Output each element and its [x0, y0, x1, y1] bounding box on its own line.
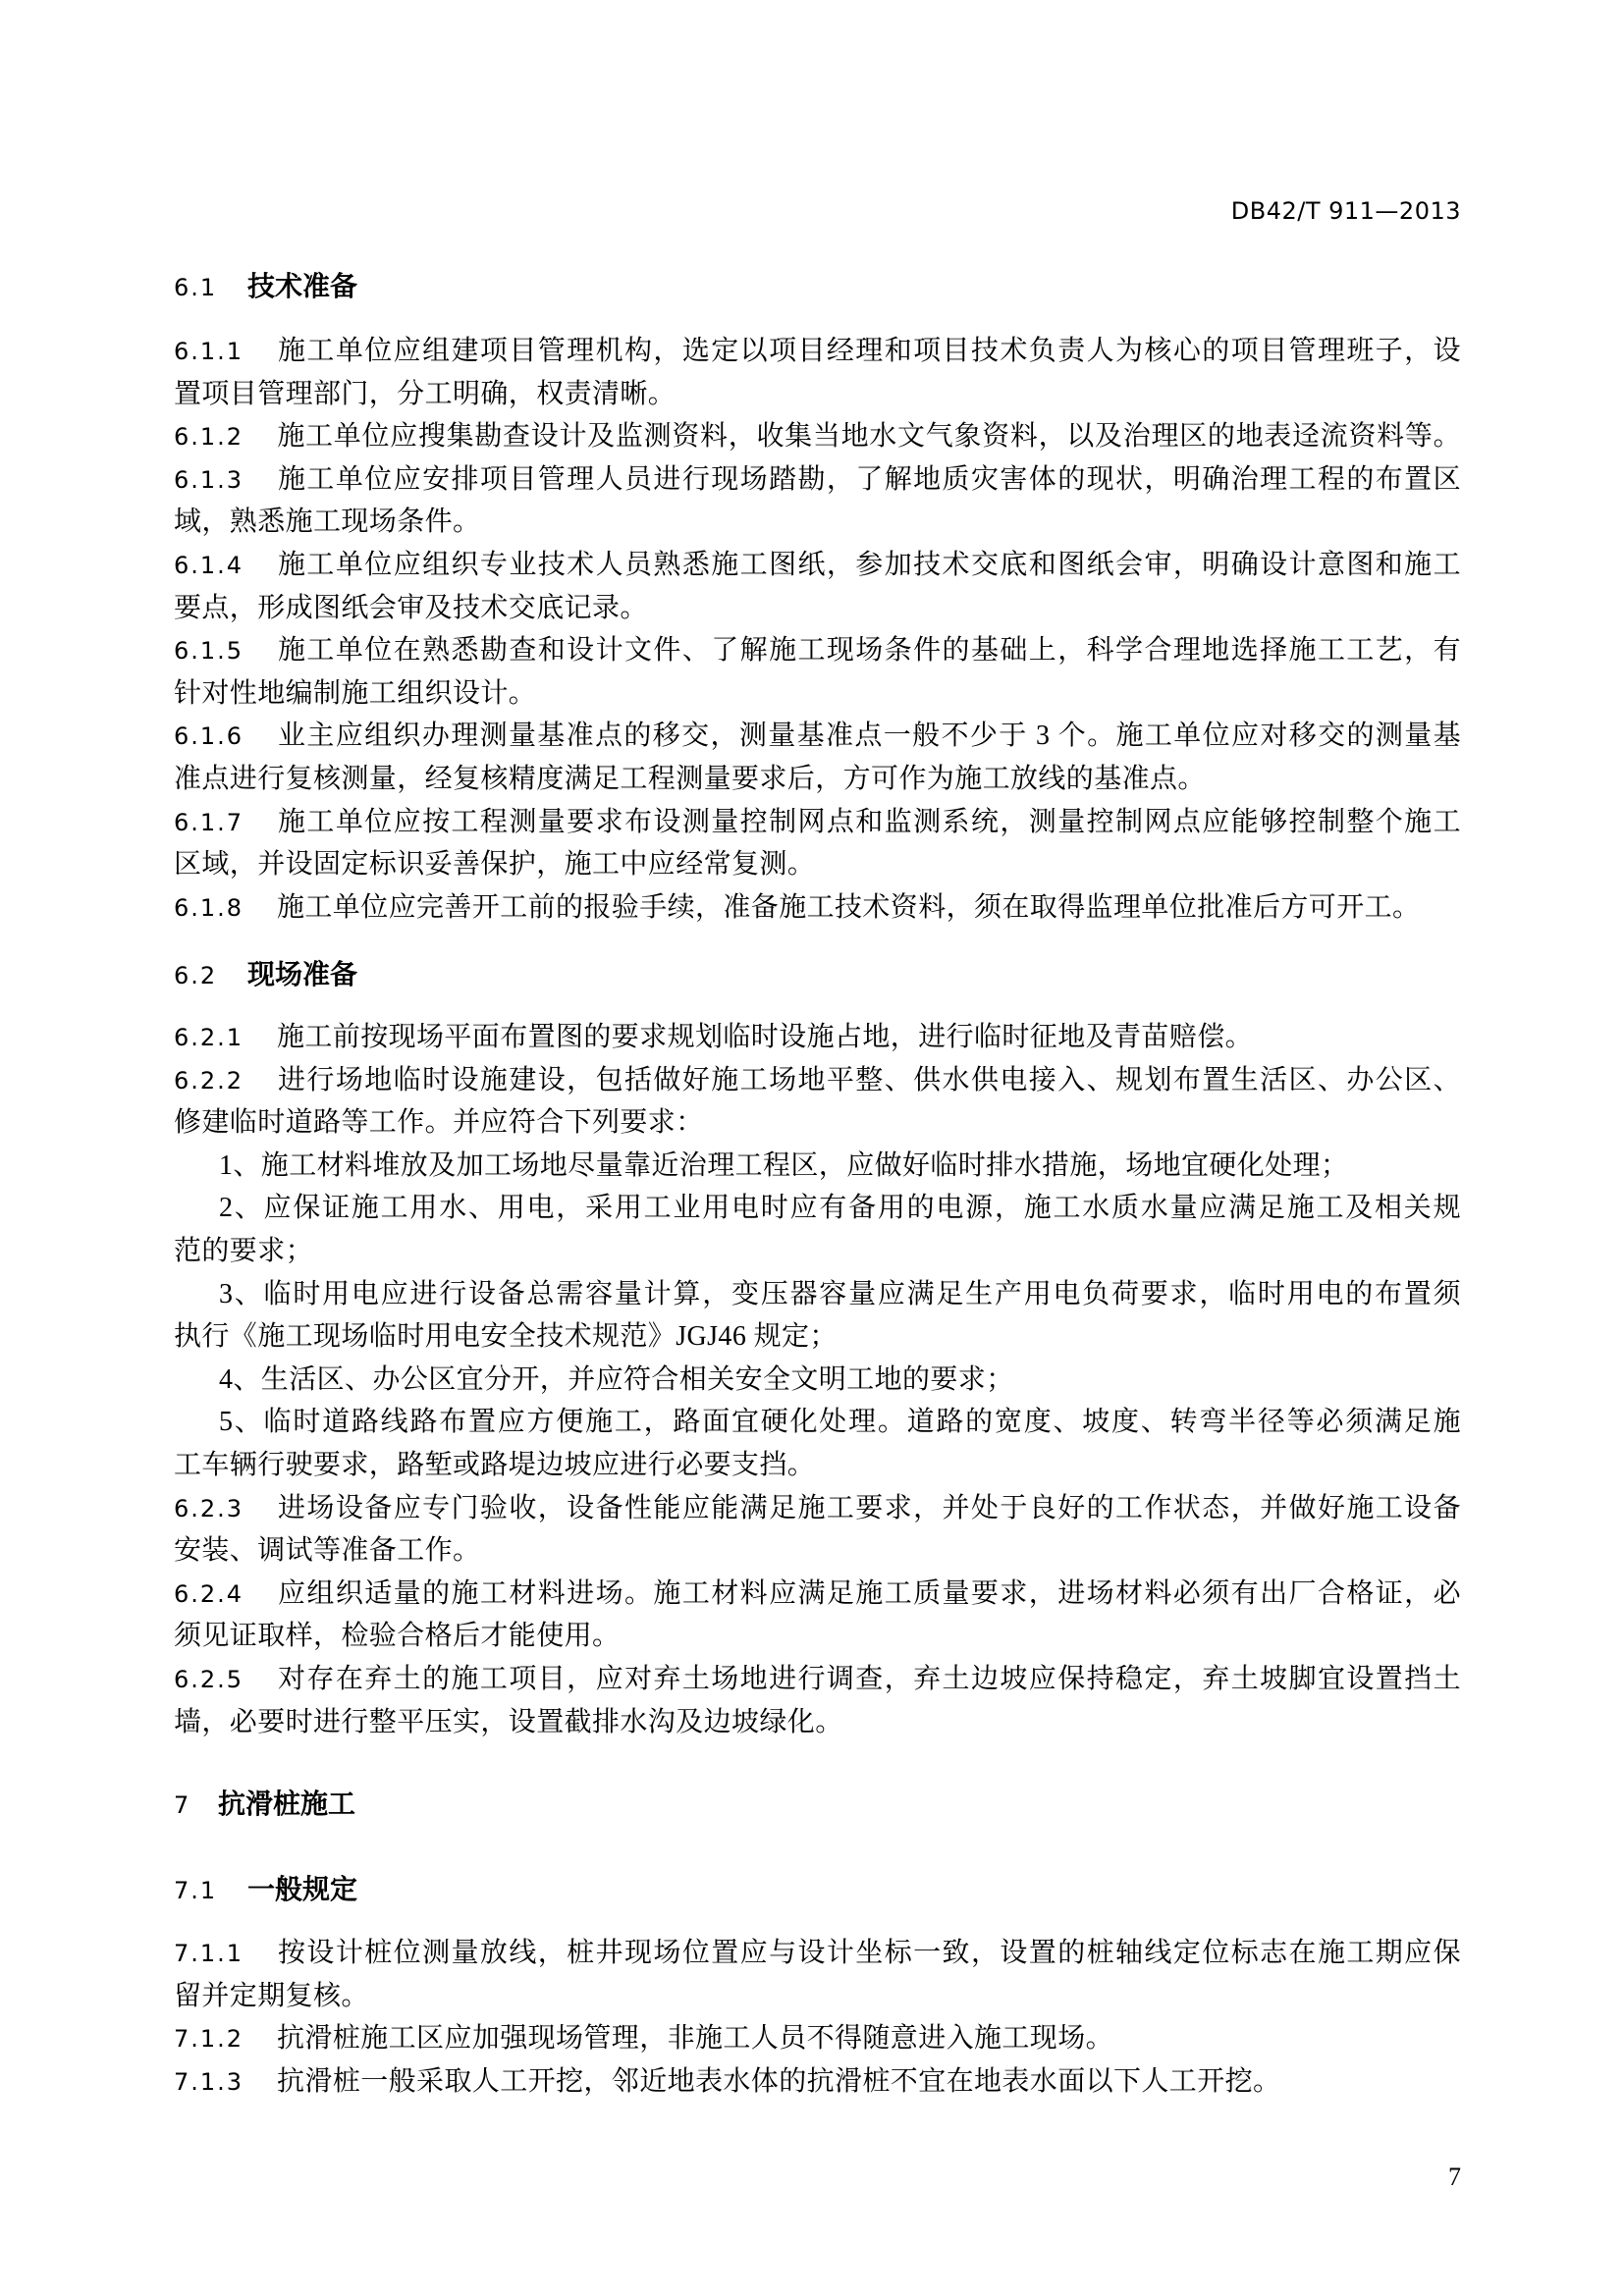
- clause-7-1-1: [174, 1932, 1461, 2017]
- clause-line: 针对性地编制施工组织设计。: [174, 677, 537, 709]
- section-number: 6.2: [174, 962, 218, 989]
- list-item-2: [174, 1187, 1461, 1272]
- clause-text: 抗滑桩一般采取人工开挖，邻近地表水体的抗滑桩不宜在地表水面以下人工开挖。: [277, 2065, 1281, 2097]
- clause-number: 6.2.2: [174, 1066, 244, 1095]
- clause-text: 进行场地临时设施建设，包括做好施工场地平整、供水供电接入、规划布置生活区、办公区、: [277, 1064, 1461, 1095]
- list-item-1: [174, 1145, 1461, 1188]
- clause-6-1-6: [174, 715, 1461, 800]
- chapter-title: 抗滑桩施工: [218, 1789, 356, 1819]
- clause-number: 6.1.8: [174, 893, 244, 922]
- clause-6-1-8: [174, 886, 1461, 930]
- section-number: 7.1: [174, 1877, 218, 1904]
- clause-line: 修建临时道路等工作。并应符合下列要求：: [174, 1107, 704, 1139]
- clause-number: 6.1.6: [174, 722, 244, 751]
- list-item-line: 3、临时用电应进行设备总需容量计算，变压器容量应满足生产用电负荷要求，临时用电的布置须: [219, 1278, 1461, 1309]
- clause-text: 业主应组织办理测量基准点的移交，测量基准点一般不少于 3 个。施工单位应对移交的测量基: [277, 721, 1461, 752]
- clause-6-1-4: [174, 544, 1461, 629]
- clause-6-2-3: [174, 1487, 1461, 1573]
- clause-line: [174, 544, 1461, 587]
- clause-number: 6.1.5: [174, 637, 244, 666]
- clause-line: [174, 629, 1461, 672]
- clause-number: 6.1.2: [174, 423, 244, 452]
- clause-text: 按设计桩位测量放线，桩井现场位置应与设计坐标一致，设置的桩轴线定位标志在施工期应保: [277, 1938, 1461, 1968]
- clause-line: [174, 1573, 1461, 1616]
- clause-line: [174, 415, 1461, 458]
- section-heading-7-1: [174, 1868, 1461, 1911]
- clause-6-1-5: [174, 629, 1461, 715]
- document-code: DB42/T 911—2013: [1230, 197, 1461, 225]
- clause-line: [174, 2017, 1461, 2060]
- section-title: 一般规定: [247, 1874, 358, 1904]
- clause-text: 进场设备应专门验收，设备性能应能满足施工要求，并处于良好的工作状态，并做好施工设备: [277, 1492, 1461, 1523]
- clause-text: 施工前按现场平面布置图的要求规划临时设施占地，进行临时征地及青苗赔偿。: [277, 1022, 1254, 1052]
- list-item-line: 工车辆行驶要求，路堑或路堤边坡应进行必要支挡。: [174, 1449, 816, 1480]
- section-6-1-body: [174, 330, 1461, 929]
- clause-line: 置项目管理部门，分工明确，权责清晰。: [174, 378, 677, 409]
- clause-line: [174, 715, 1461, 758]
- clause-line: 要点，形成图纸会审及技术交底记录。: [174, 592, 648, 623]
- chapter-heading-7: [174, 1783, 1461, 1826]
- list-item-line: 执行《施工现场临时用电安全技术规范》JGJ46 规定；: [174, 1321, 838, 1353]
- clause-text: 施工单位应安排项目管理人员进行现场踏勘，了解地质灾害体的现状，明确治理工程的布置区: [277, 463, 1461, 495]
- page-number: 7: [1448, 2163, 1461, 2191]
- list-item-3: [174, 1273, 1461, 1359]
- clause-line: [174, 458, 1461, 502]
- clause-text: 应组织适量的施工材料进场。施工材料应满足施工质量要求，进场材料必须有出厂合格证，必: [277, 1577, 1461, 1609]
- clause-line: [174, 801, 1461, 844]
- section-number: 6.1: [174, 274, 218, 301]
- clause-6-2-2: [174, 1059, 1461, 1487]
- list-item-5: [174, 1401, 1461, 1486]
- section-7-1-body: [174, 1932, 1461, 2103]
- clause-number: 7.1.3: [174, 2067, 244, 2096]
- clause-number: 7.1.1: [174, 1940, 244, 1967]
- clause-line: [174, 2060, 1461, 2104]
- clause-6-1-7: [174, 801, 1461, 886]
- clause-text: 施工单位应组织专业技术人员熟悉施工图纸，参加技术交底和图纸会审，明确设计意图和施工: [277, 549, 1461, 580]
- section-heading-6-1: [174, 265, 1461, 308]
- clause-text: 抗滑桩施工区应加强现场管理，非施工人员不得随意进入施工现场。: [277, 2023, 1114, 2055]
- clause-line: [174, 330, 1461, 373]
- list-item-line: 范的要求；: [174, 1235, 314, 1266]
- clause-number: 6.1.4: [174, 551, 244, 579]
- clause-number: 7.1.2: [174, 2025, 244, 2054]
- clause-number: 6.1.3: [174, 465, 244, 494]
- clause-line: 域，熟悉施工现场条件。: [174, 507, 481, 538]
- clause-text: 施工单位应搜集勘查设计及监测资料，收集当地水文气象资料，以及治理区的地表迳流资料等。: [277, 421, 1461, 453]
- list-item-4: [174, 1359, 1461, 1402]
- clause-line: [174, 1932, 1461, 1975]
- clause-6-1-3: [174, 458, 1461, 544]
- chapter-number: 7: [174, 1791, 191, 1819]
- section-heading-6-2: [174, 953, 1461, 996]
- clause-number: 6.1.1: [174, 338, 244, 365]
- clause-line: 安装、调试等准备工作。: [174, 1535, 481, 1567]
- list-item-line: 1、施工材料堆放及加工场地尽量靠近治理工程区，应做好临时排水措施，场地宜硬化处理；: [219, 1149, 1349, 1181]
- section-6-2-body: [174, 1016, 1461, 1743]
- clause-6-2-4: [174, 1573, 1461, 1658]
- clause-line: 墙，必要时进行整平压实，设置截排水沟及边坡绿化。: [174, 1706, 843, 1737]
- clause-text: 施工单位应完善开工前的报验手续，准备施工技术资料，须在取得监理单位批准后方可开工。: [277, 891, 1421, 923]
- clause-number: 6.2.1: [174, 1024, 244, 1051]
- clause-text: 对存在弃土的施工项目，应对弃土场地进行调查，弃土边坡应保持稳定，弃土坡脚宜设置挡土: [277, 1663, 1461, 1694]
- clause-text: 施工单位应按工程测量要求布设测量控制网点和监测系统，测量控制网点应能够控制整个施工: [277, 806, 1461, 837]
- clause-line: [174, 1658, 1461, 1701]
- clause-line: 须见证取样，检验合格后才能使用。: [174, 1621, 621, 1652]
- list-item-line: 5、临时道路线路布置应方便施工，路面宜硬化处理。道路的宽度、坡度、转弯半径等必须满足施: [219, 1407, 1461, 1438]
- clause-7-1-2: [174, 2017, 1461, 2060]
- clause-7-1-3: [174, 2060, 1461, 2104]
- clause-line: 准点进行复核测量，经复核精度满足工程测量要求后，方可作为施工放线的基准点。: [174, 763, 1206, 794]
- list-item-line: 2、应保证施工用水、用电，采用工业用电时应有备用的电源，施工水质水量应满足施工及相关规: [219, 1193, 1461, 1224]
- clause-line: 留并定期复核。: [174, 1980, 369, 2011]
- clause-number: 6.2.4: [174, 1579, 244, 1608]
- clause-line: 区域，并设固定标识妥善保护，施工中应经常复测。: [174, 849, 816, 881]
- clause-6-1-1: [174, 330, 1461, 415]
- section-title: 现场准备: [247, 959, 358, 989]
- clause-text: 施工单位应组建项目管理机构，选定以项目经理和项目技术负责人为核心的项目管理班子，设: [277, 336, 1461, 366]
- clause-6-2-1: [174, 1016, 1461, 1059]
- clause-6-2-5: [174, 1658, 1461, 1743]
- clause-line: [174, 886, 1461, 930]
- list-item-line: 4、生活区、办公区宜分开，并应符合相关安全文明工地的要求；: [219, 1363, 1014, 1395]
- clause-line: [174, 1059, 1461, 1102]
- clause-number: 6.2.3: [174, 1494, 244, 1522]
- clause-number: 6.2.5: [174, 1665, 244, 1693]
- clause-number: 6.1.7: [174, 808, 244, 836]
- clause-6-1-2: [174, 415, 1461, 458]
- section-title: 技术准备: [247, 271, 358, 301]
- clause-line: [174, 1016, 1461, 1059]
- clause-text: 施工单位在熟悉勘查和设计文件、了解施工现场条件的基础上，科学合理地选择施工工艺，有: [277, 635, 1461, 667]
- clause-line: [174, 1487, 1461, 1530]
